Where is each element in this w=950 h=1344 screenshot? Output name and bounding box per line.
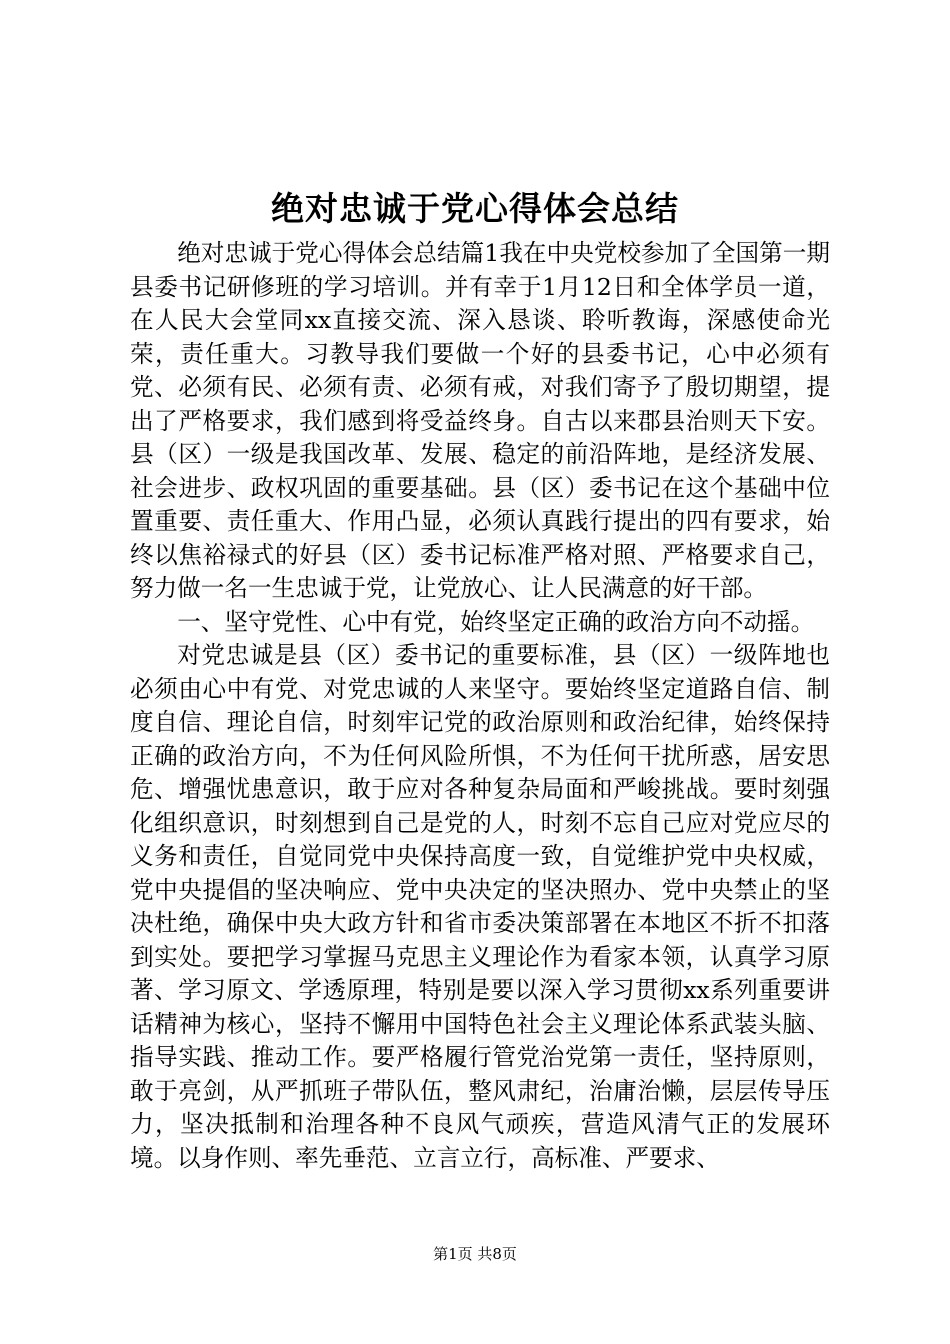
document-title: 绝对忠诚于党心得体会总结 xyxy=(271,189,679,228)
paragraph-intro: 绝对忠诚于党心得体会总结篇1我在中央党校参加了全国第一期县委书记研修班的学习培训。并有幸于1月12日和全体学员一道，在人民大会堂同xx直接交流、深入恳谈、聆听教诲，深感使命光荣，责任重大。习教导我们要做一个好的县委书记，心中必须有党、必须有民、必须有责、必须有戒，对我们寄予了殷切期望，提出了严格要求，我们感到将受益终身。自古以来郡县治则天下安。县（区）一级是我国改革、发展、稳定的前沿阵地，是经济发展、社会进步、政权巩固的重要基础。县（区）委书记在这个基础中位置重要、责任重大、作用凸显，必须认真践行提出的四有要求，始终以焦裕禄式的好县（区）委书记标准严格对照、严格要求自己，努力做一名一生忠诚于党，让党放心、让人民满意的好干部。 xyxy=(130,239,830,602)
document-body xyxy=(130,237,830,1175)
paragraph-section-1: 对党忠诚是县（区）委书记的重要标准，县（区）一级阵地也必须由心中有党、对党忠诚的人来坚守。要始终坚定道路自信、制度自信、理论自信，时刻牢记党的政治原则和政治纪律，始终保持正确的政治方向，不为任何风险所惧，不为任何干扰所惑，居安思危、增强忧患意识，敢于应对各种复杂局面和严峻挑战。要时刻强化组织意识，时刻想到自己是党的人，时刻不忘自己应对党应尽的义务和责任，自觉同党中央保持高度一致，自觉维护党中央权威，党中央提倡的坚决响应、党中央决定的坚决照办、党中央禁止的坚决杜绝，确保中央大政方针和省市委决策部署在本地区不折不扣落到实处。要把学习掌握马克思主义理论作为看家本领，认真学习原著、学习原文、学透原理，特别是要以深入学习贯彻xx系列重要讲话精神为核心，坚持不懈用中国特色社会主义理论体系武装头脑、指导实践、推动工作。要严格履行管党治党第一责任，坚持原则，敢于亮剑，从严抓班子带队伍，整风肃纪，治庸治懒，层层传导压力，坚决抵制和治理各种不良风气顽疾，营造风清气正的发展环境。以身作则、率先垂范、立言立行，高标准、严要求、 xyxy=(130,641,830,1172)
page-footer: 第1页 共8页 xyxy=(433,1245,517,1263)
paragraph-heading-1: 一、坚守党性、心中有党，始终坚定正确的政治方向不动摇。 xyxy=(177,607,815,636)
